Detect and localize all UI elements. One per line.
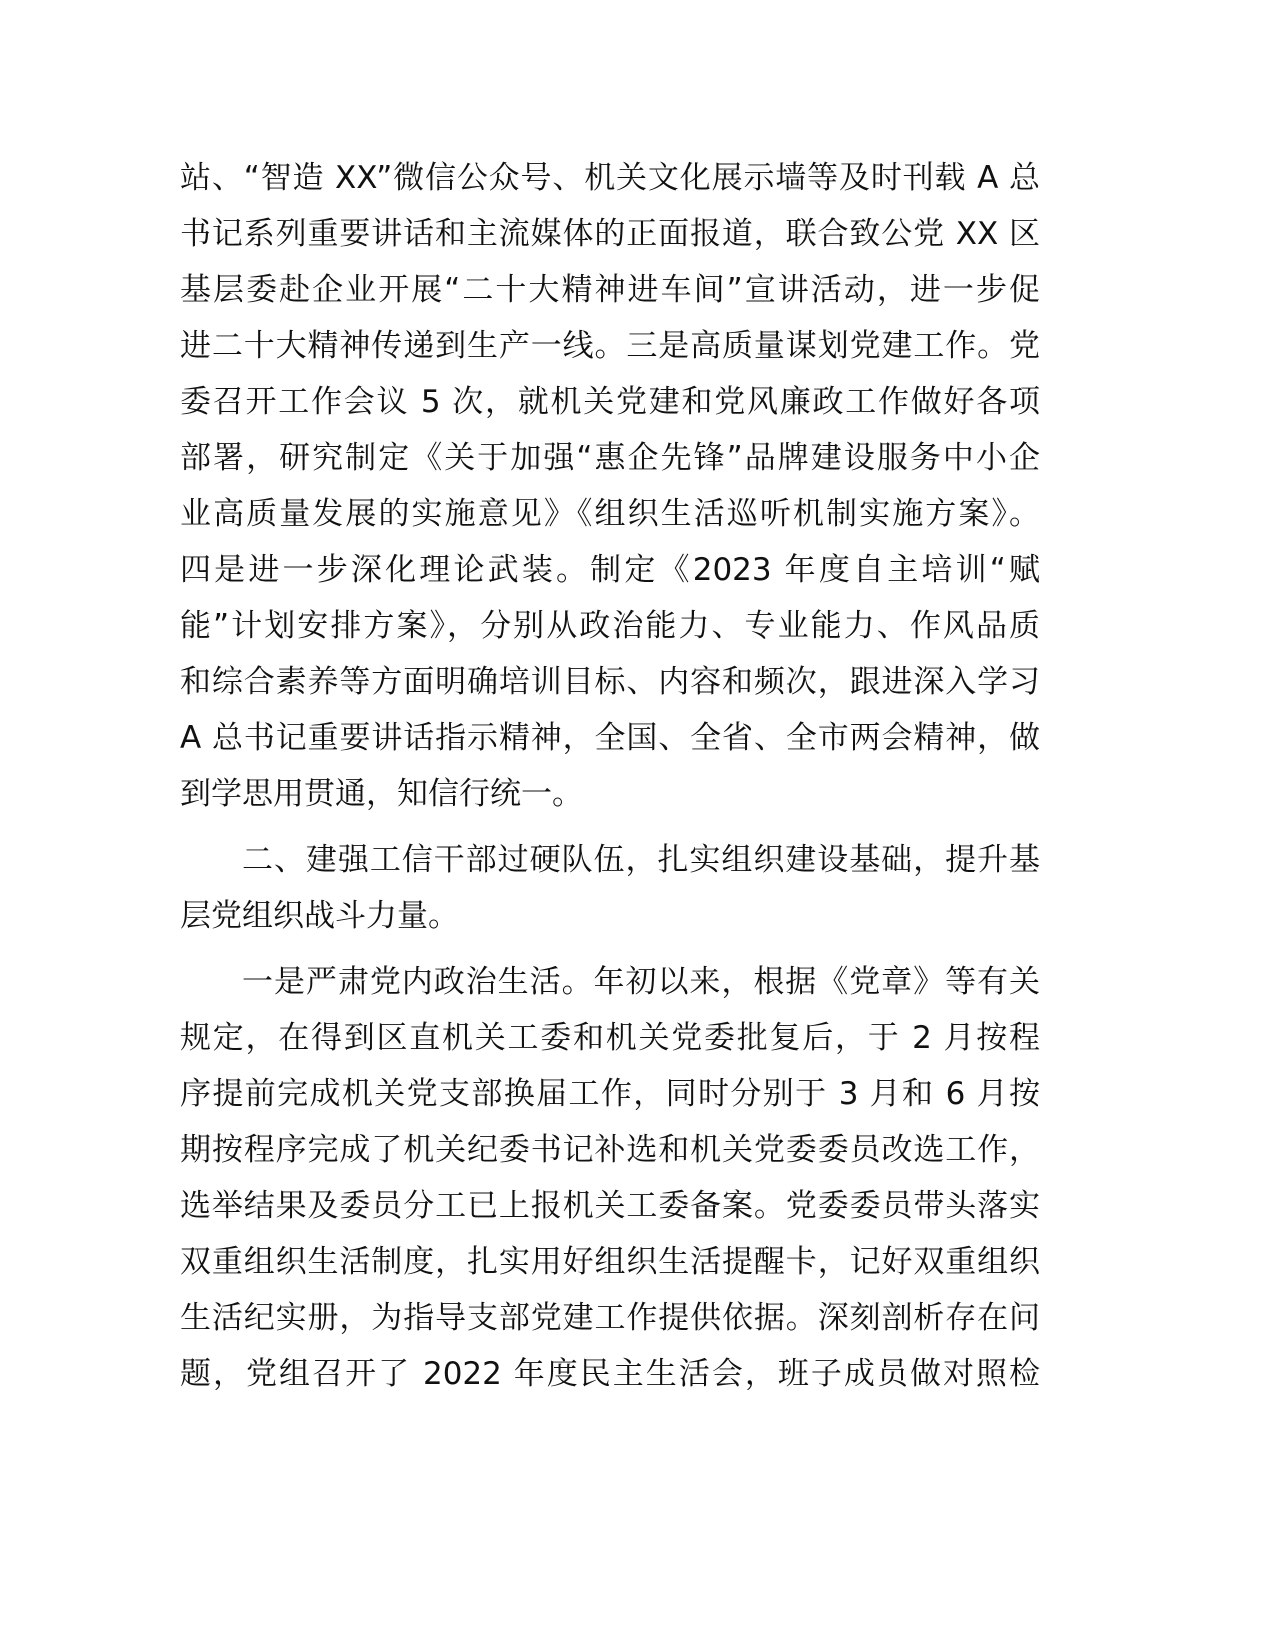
text-line: 进二十大精神传递到生产一线。三是高质量谋划党建工作。党 [180, 328, 1040, 364]
document-body [180, 150, 1040, 1402]
heading-line: 二、建强工信干部过硬队伍，扎实组织建设基础，提升基 [242, 842, 1040, 878]
text-line: A 总书记重要讲话指示精神，全国、全省、全市两会精神，做 [180, 720, 1040, 756]
paragraph-spacer [180, 822, 1040, 832]
text-line: 选举结果及委员分工已上报机关工委备案。党委委员带头落实 [180, 1188, 1040, 1224]
text-line: 能”计划安排方案》，分别从政治能力、专业能力、作风品质 [180, 608, 1040, 644]
text-line: 到学思用贯通，知信行统一。 [180, 776, 583, 812]
text-line: 四是进一步深化理论武装。制定《2023 年度自主培训“赋 [180, 552, 1040, 588]
text-line: 业高质量发展的实施意见》《组织生活巡听机制实施方案》。 [180, 496, 1040, 532]
text-line: 站、“智造 XX”微信公众号、机关文化展示墙等及时刊载 A 总 [180, 160, 1040, 196]
text-line: 双重组织生活制度，扎实用好组织生活提醒卡，记好双重组织 [180, 1244, 1040, 1280]
text-line: 生活纪实册，为指导支部党建工作提供依据。深刻剖析存在问 [180, 1300, 1040, 1336]
heading-line: 层党组织战斗力量。 [180, 898, 459, 934]
text-line: 委召开工作会议 5 次，就机关党建和党风廉政工作做好各项 [180, 384, 1040, 420]
text-line: 规定，在得到区直机关工委和机关党委批复后，于 2 月按程 [180, 1020, 1040, 1056]
text-line: 和综合素养等方面明确培训目标、内容和频次，跟进深入学习 [180, 664, 1040, 700]
text-line: 部署，研究制定《关于加强“惠企先锋”品牌建设服务中小企 [180, 440, 1040, 476]
text-line: 题，党组召开了 2022 年度民主生活会，班子成员做对照检 [180, 1356, 1040, 1392]
paragraph-spacer [180, 944, 1040, 954]
text-line: 书记系列重要讲话和主流媒体的正面报道，联合致公党 XX 区 [180, 216, 1040, 252]
paragraph-1 [180, 150, 1040, 822]
text-line: 基层委赴企业开展“二十大精神进车间”宣讲活动，进一步促 [180, 272, 1040, 308]
text-line: 序提前完成机关党支部换届工作，同时分别于 3 月和 6 月按 [180, 1076, 1040, 1112]
text-line: 一是严肃党内政治生活。年初以来，根据《党章》等有关 [242, 964, 1040, 1000]
paragraph-3 [180, 954, 1040, 1402]
section-heading-2 [180, 832, 1040, 944]
text-line: 期按程序完成了机关纪委书记补选和机关党委委员改选工作， [180, 1132, 1040, 1168]
